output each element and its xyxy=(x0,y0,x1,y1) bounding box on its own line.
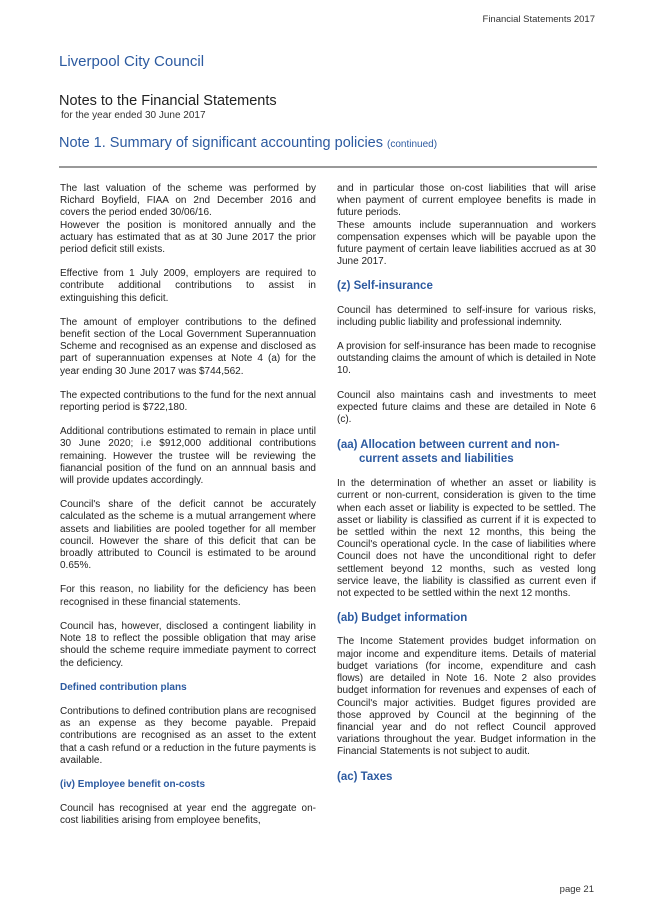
paragraph: Council's share of the deficit cannot be accurately calculated as the scheme is a mutual arrangement where assets and liabilities are pooled together for all member council. However the share of this deficit that can be broadly attributed to Council is estimated to be around 0.65%. xyxy=(60,499,316,572)
paragraph: For this reason, no liability for the deficiency has been recognised in these financial statements. xyxy=(60,584,316,608)
right-column xyxy=(337,183,596,795)
paragraph: The Income Statement provides budget information on major income and expenditure items. Details of material budget variations (for income, expenditure and cash flows) are detailed in Note 16. Note 2 also provides budget information for revenues and expenses of each of Council's major activities. Budget figures provided are those approved by Council at the beginning of the financial year and do not reflect Council approved variations throughout the year. Budget information in the Financial Statements is not subject to audit. xyxy=(337,636,596,758)
paragraph: A provision for self-insurance has been made to recognise outstanding claims the amount of which is detailed in Note 10. xyxy=(337,341,596,377)
paragraph: These amounts include superannuation and workers compensation expenses which will be payable upon the future payment of certain leave liabilities accrued as at 30 June 2017. xyxy=(337,219,596,268)
self-insurance-heading: (z) Self-insurance xyxy=(337,280,433,293)
paragraph: Council has determined to self-insure for various risks, including public liability and professional indemnity. xyxy=(337,304,596,328)
paragraph: In the determination of whether an asset or liability is current or non-current, consideration is given to the time when each asset or liability is expected to be settled. The asset or liability is classified as current if it is expected to be settled within the next 12 months, this being the Council's operational cycle. In the case of liabilities where Council does not have the unconditional right to defer settlement beyond 12 months, such as vested long service leave, the liability is classified as current even if not expected to be settled within the next 12 months. xyxy=(337,478,596,600)
paragraph: Council also maintains cash and investments to meet expected future claims and these are detailed in Note 6 (c). xyxy=(337,389,596,426)
heading-divider xyxy=(59,166,597,168)
council-name: Liverpool City Council xyxy=(59,53,205,70)
taxes-heading: (ac) Taxes xyxy=(337,770,393,783)
paragraph: Council has, however, disclosed a contingent liability in Note 18 to reflect the possible obligation that may arise should the scheme require immediate payment to correct the deficiency. xyxy=(60,620,316,669)
left-column xyxy=(60,183,316,840)
paragraph: However the position is monitored annually and the actuary has estimated that as at 30 June 2017 the prior period deficit still exists. xyxy=(60,219,316,256)
paragraph: Additional contributions estimated to remain in place until 30 June 2020; i.e $912,000 additional contributions remaining. However the trustee will be reviewing the fianancial position of the fund on an annnual basis and will provide updates accordingly. xyxy=(60,426,316,487)
paragraph: Contributions to defined contribution plans are recognised as an expense as they become payable. Prepaid contributions are recognised as an asset to the extent that a cash refund or a reduction in the future payments is available. xyxy=(60,705,316,766)
notes-title: Notes to the Financial Statements xyxy=(59,93,277,109)
defined-contribution-heading: Defined contribution plans xyxy=(60,681,187,693)
page-number: page 21 xyxy=(559,884,594,895)
employee-oncosts-heading: (iv) Employee benefit on-costs xyxy=(60,778,206,790)
paragraph: The amount of employer contributions to the defined benefit section of the Local Government Superannuation Scheme and recognised as an expense and disclosed as part of superannuation expenses at Note 4 (a) for the year ending 30 June 2017 was $744,562. xyxy=(60,316,316,377)
paragraph: Council has recognised at year end the aggregate on-cost liabilities arising from employee benefits, xyxy=(60,803,316,827)
note-heading-text: Note 1. Summary of significant accounting policies xyxy=(59,135,383,151)
paragraph: Effective from 1 July 2009, employers are required to contribute additional contributions to assist in extinguishing this deficit. xyxy=(60,268,316,304)
note-heading xyxy=(59,135,437,151)
report-title-header: Financial Statements 2017 xyxy=(482,14,595,25)
paragraph: and in particular those on-cost liabilities that will arise when payment of current employee benefits is made in future periods. xyxy=(337,183,596,219)
budget-information-heading: (ab) Budget information xyxy=(337,612,468,625)
notes-subtitle: for the year ended 30 June 2017 xyxy=(61,110,206,121)
paragraph: The last valuation of the scheme was performed by Richard Boyfield, FIAA on 2nd December 2016 and covers the period ended 30/06/16. xyxy=(60,183,316,219)
allocation-heading: (aa) Allocation between current and non-current assets and liabilities xyxy=(337,439,560,466)
note-heading-continued: (continued) xyxy=(387,139,438,150)
paragraph: The expected contributions to the fund for the next annual reporting period is $722,180. xyxy=(60,389,316,414)
